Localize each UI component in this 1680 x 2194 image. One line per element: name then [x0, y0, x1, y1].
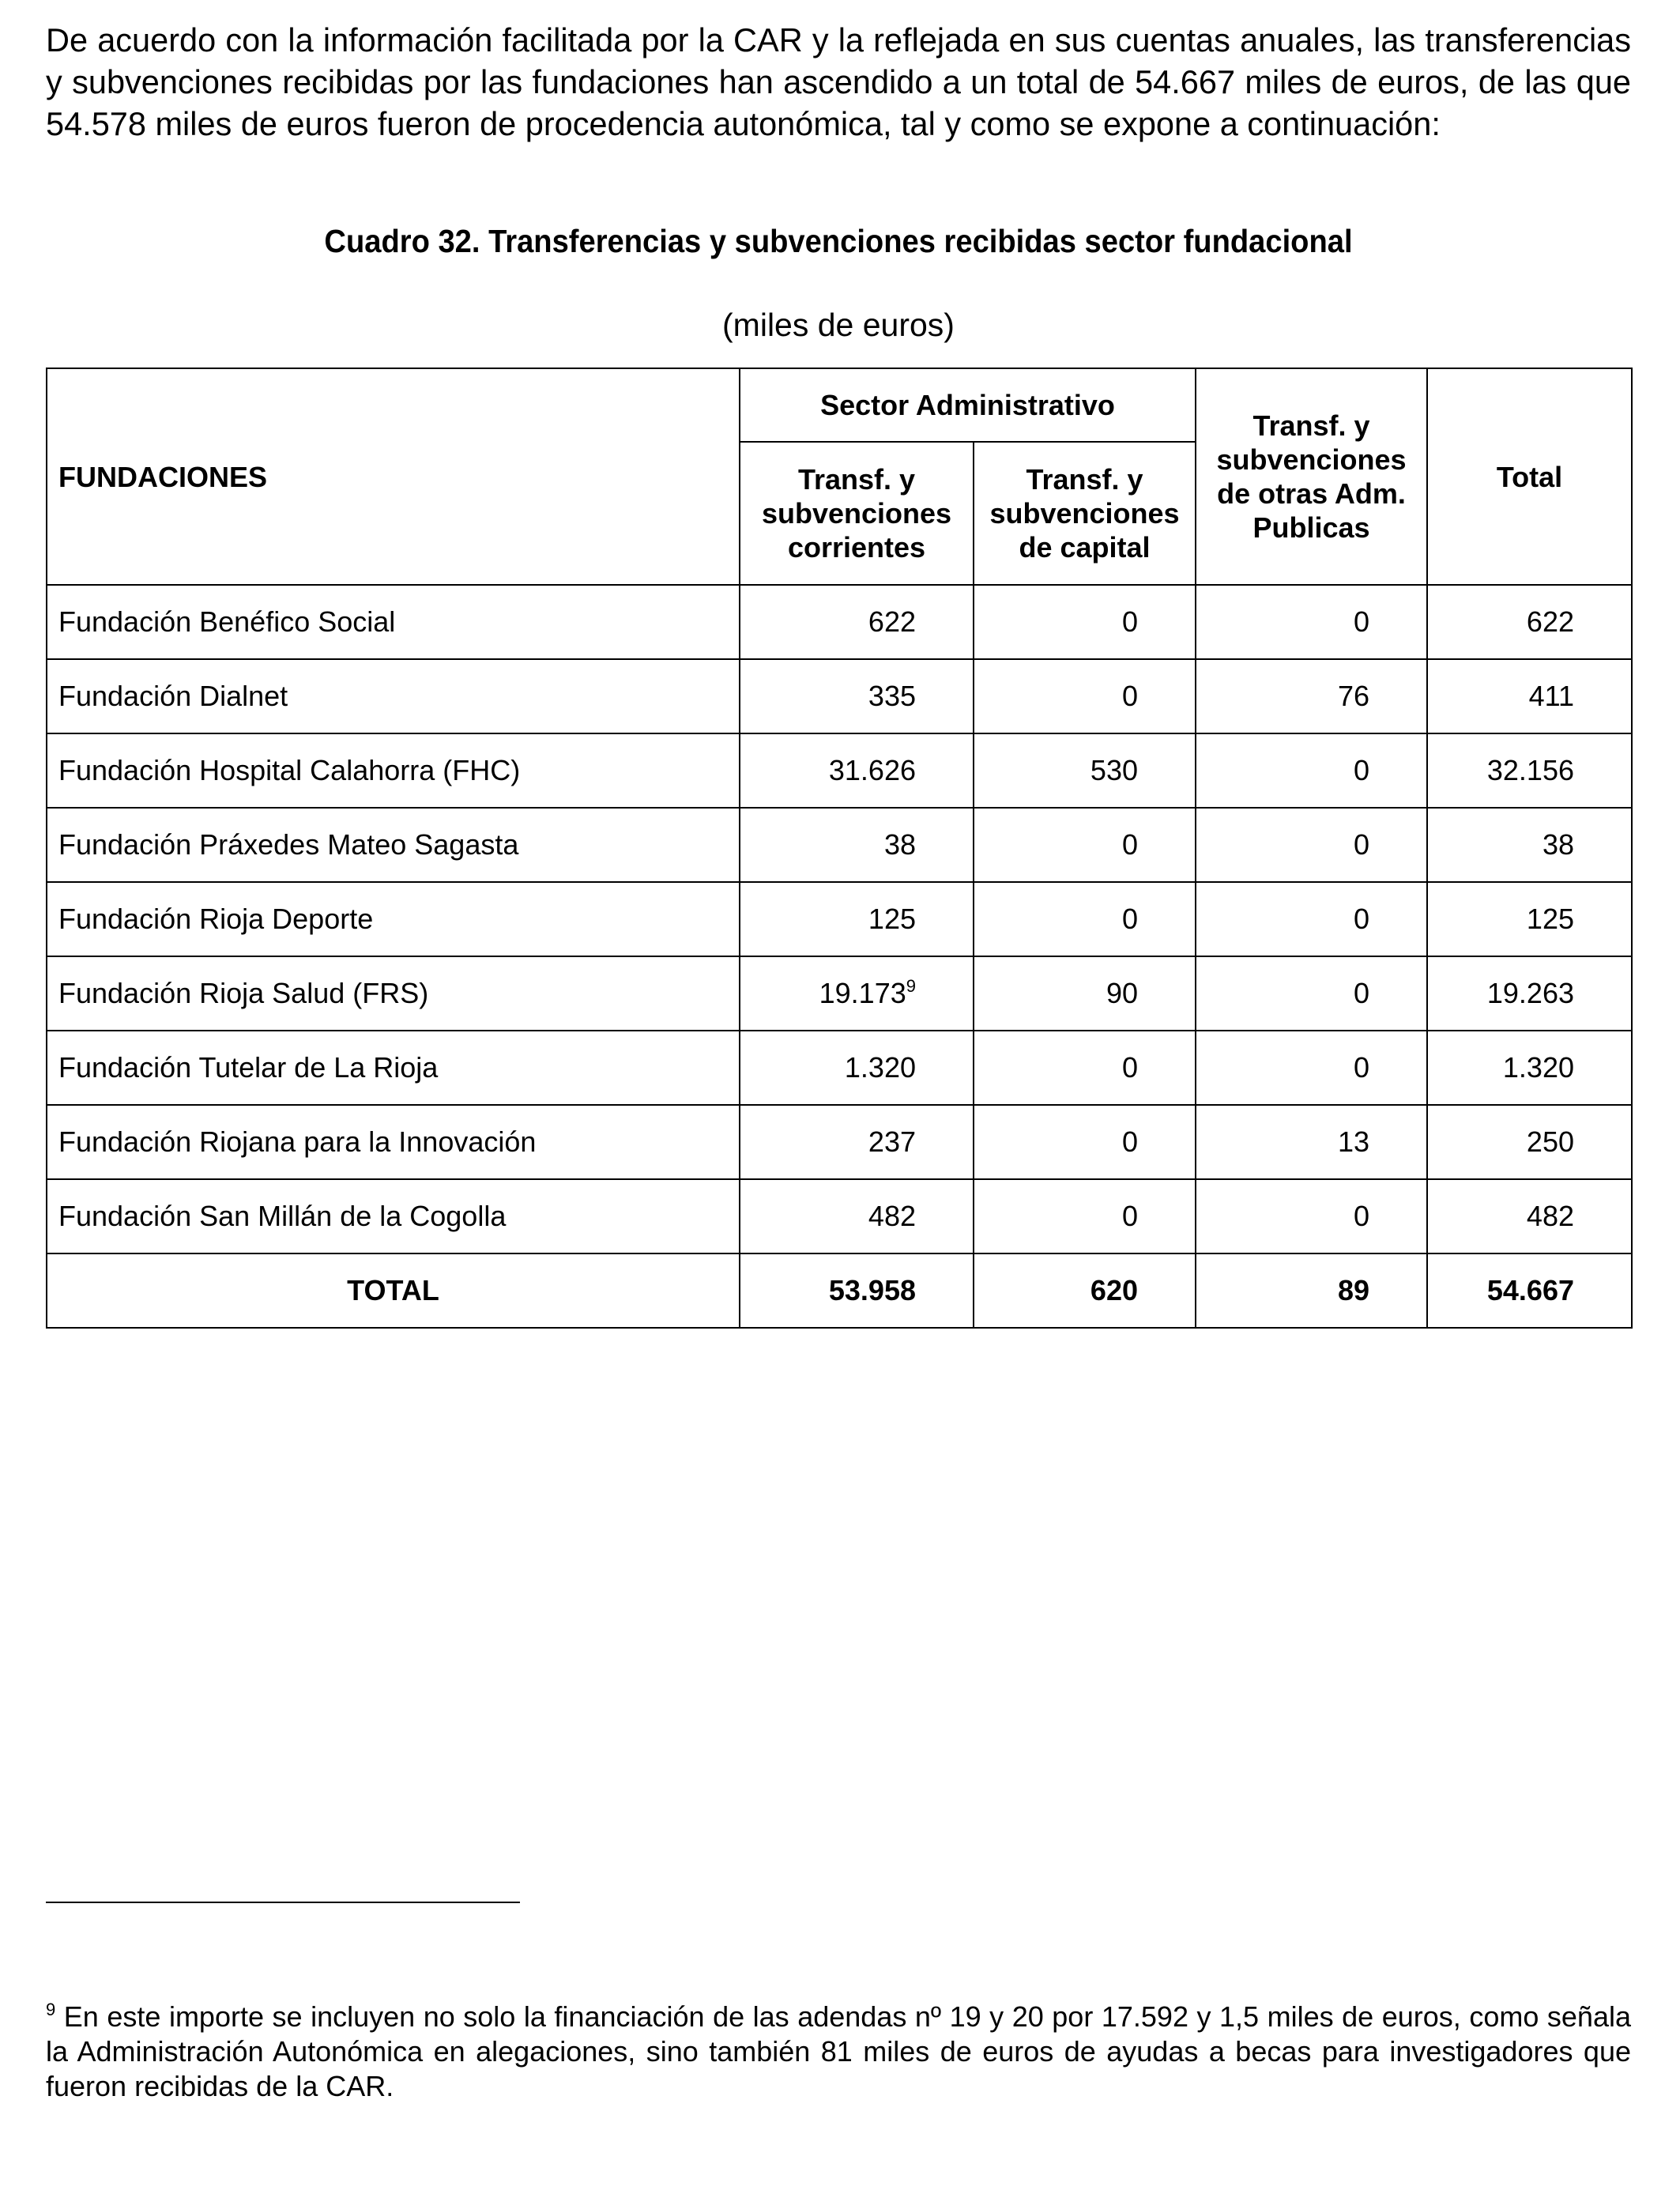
footnote-number: 9: [46, 2000, 56, 2019]
total-row: [47, 1253, 1632, 1328]
row-corrientes: 622: [740, 585, 974, 659]
row-capital: 0: [974, 585, 1196, 659]
row-capital: 0: [974, 1031, 1196, 1105]
row-capital: 530: [974, 733, 1196, 808]
table-row: [47, 585, 1632, 659]
table-row: [47, 659, 1632, 733]
total-label: TOTAL: [47, 1253, 740, 1328]
header-otras-adm: Transf. y subvenciones de otras Adm. Publicas: [1196, 368, 1427, 585]
table-row: [47, 882, 1632, 956]
total-otras: 89: [1196, 1253, 1427, 1328]
footnote: [46, 2000, 1631, 2104]
header-row-1: [47, 368, 1632, 442]
table-row: [47, 956, 1632, 1031]
row-otras: 0: [1196, 1179, 1427, 1253]
total-corrientes: 53.958: [740, 1253, 974, 1328]
row-corrientes: 125: [740, 882, 974, 956]
row-total: 125: [1427, 882, 1632, 956]
header-corrientes: Transf. y subvenciones corrientes: [740, 442, 974, 585]
row-corrientes: 335: [740, 659, 974, 733]
row-name: Fundación Benéfico Social: [47, 585, 740, 659]
row-otras: 0: [1196, 808, 1427, 882]
table-row: [47, 1105, 1632, 1179]
header-fundaciones: FUNDACIONES: [47, 368, 740, 585]
footnote-marker: 9: [906, 976, 916, 996]
row-otras: 76: [1196, 659, 1427, 733]
row-name: Fundación Hospital Calahorra (FHC): [47, 733, 740, 808]
row-otras: 0: [1196, 585, 1427, 659]
row-total: 250: [1427, 1105, 1632, 1179]
row-otras: 0: [1196, 956, 1427, 1031]
header-capital: Transf. y subvenciones de capital: [974, 442, 1196, 585]
row-corrientes: 482: [740, 1179, 974, 1253]
row-otras: 0: [1196, 1031, 1427, 1105]
row-capital: 90: [974, 956, 1196, 1031]
row-capital: 0: [974, 1105, 1196, 1179]
row-name: Fundación Tutelar de La Rioja: [47, 1031, 740, 1105]
row-name: Fundación Riojana para la Innovación: [47, 1105, 740, 1179]
row-total: 1.320: [1427, 1031, 1632, 1105]
footnote-text: En este importe se incluyen no solo la financiación de las adendas nº 19 y 20 por 17.592 y 1,5 miles de euros, como señala la Administración Autonómica en alegaciones, sino también 81 miles de euros de ayudas a becas para investigadores que fueron recibidas de la CAR.: [46, 2000, 1631, 2102]
row-corrientes: 38: [740, 808, 974, 882]
table-title: Cuadro 32. Transferencias y subvenciones recibidas sector fundacional: [324, 223, 1353, 259]
row-name: Fundación Rioja Salud (FRS): [47, 956, 740, 1031]
row-corrientes: [740, 956, 974, 1031]
table-row: [47, 1031, 1632, 1105]
table-row: [47, 1179, 1632, 1253]
row-total: 38: [1427, 808, 1632, 882]
header-total: Total: [1427, 368, 1632, 585]
row-otras: 0: [1196, 882, 1427, 956]
row-total: 411: [1427, 659, 1632, 733]
row-name: Fundación Rioja Deporte: [47, 882, 740, 956]
table-unit: (miles de euros): [722, 307, 955, 343]
row-name: Fundación Práxedes Mateo Sagasta: [47, 808, 740, 882]
table-row: [47, 733, 1632, 808]
row-total: 19.263: [1427, 956, 1632, 1031]
row-corrientes: 1.320: [740, 1031, 974, 1105]
intro-paragraph: De acuerdo con la información facilitada por la CAR y la reflejada en sus cuentas anuales, las transferencias y subvenciones recibidas por las fundaciones han ascendido a un total de 54.667 miles de euros, de las que 54.578 miles de euros fueron de procedencia autonómica, tal y como se expone a continuación:: [46, 21, 1631, 142]
total-total: 54.667: [1427, 1253, 1632, 1328]
subvenciones-table: [46, 368, 1633, 1329]
row-capital: 0: [974, 659, 1196, 733]
row-total: 622: [1427, 585, 1632, 659]
row-capital: 0: [974, 808, 1196, 882]
row-total: 482: [1427, 1179, 1632, 1253]
row-otras: 13: [1196, 1105, 1427, 1179]
row-corrientes-value: 19.173: [819, 977, 906, 1009]
total-capital: 620: [974, 1253, 1196, 1328]
row-corrientes: 237: [740, 1105, 974, 1179]
row-capital: 0: [974, 882, 1196, 956]
row-total: 32.156: [1427, 733, 1632, 808]
row-corrientes: 31.626: [740, 733, 974, 808]
row-capital: 0: [974, 1179, 1196, 1253]
header-sector-administrativo: Sector Administrativo: [740, 368, 1196, 442]
footnote-separator: [46, 1902, 520, 1903]
row-name: Fundación Dialnet: [47, 659, 740, 733]
row-otras: 0: [1196, 733, 1427, 808]
table-row: [47, 808, 1632, 882]
row-name: Fundación San Millán de la Cogolla: [47, 1179, 740, 1253]
